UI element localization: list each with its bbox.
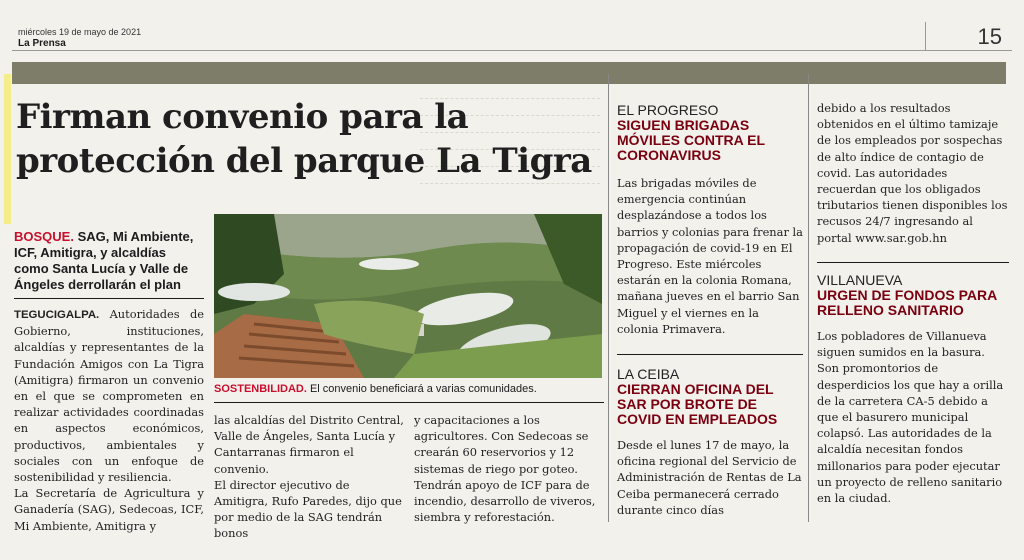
section-band: [12, 62, 1006, 84]
headline-line-1: Firman convenio para la: [16, 97, 469, 137]
header-divider: [925, 22, 926, 50]
page-number: 15: [977, 24, 1002, 49]
col1-paragraph-2: La Secretaría de Agricultura y Ganadería (SAG), Sedecoas, ICF, Mi Ambiente, Amitigra y: [14, 486, 204, 533]
landscape-photo: [214, 214, 602, 378]
col2-paragraph-1: las alcaldías del Distrito Central, Valle de Ángeles, Santa Lucía y Cantarranas firmaron el convenio.: [214, 413, 404, 476]
brief-villanueva: [817, 272, 1009, 506]
article-deck: [14, 229, 204, 293]
column-rule-1: [608, 74, 609, 522]
headline-line-2: protección del parque La Tigra: [16, 141, 592, 181]
article-column-3: [414, 412, 602, 525]
col2-paragraph-2: El director ejecutivo de Amitigra, Rufo Paredes, dijo que por medio de la SAG tendrán bonos: [214, 477, 402, 541]
highlighter-mark: [4, 74, 11, 224]
brief-2-body: Desde el lunes 17 de mayo, la oficina regional del Servicio de Administración de Rentas de La Ceiba permanecerá cerrado durante cinco días: [617, 438, 802, 517]
col1-paragraph-1: Autoridades de Gobierno, instituciones, alcaldías y representantes de la Fundación Amigos con La Tigra (Amitigra) firmaron un convenio en el que se comprometen en realizar actividades coordinadas en aspectos económicos, productivos, ambientales y sociales con un enfoque de sostenibilidad y resiliencia.: [14, 307, 205, 485]
brief-3-section: VILLANUEVA: [817, 272, 903, 288]
brief-2-title: CIERRAN OFICINA DEL SAR POR BROTE DE COVID EN EMPLEADOS: [617, 381, 778, 427]
article-photo: [214, 214, 602, 378]
caption-separator: [214, 402, 604, 403]
caption-text: El convenio beneficiará a varias comunidades.: [309, 383, 537, 395]
deck-separator: [14, 298, 204, 299]
brief-separator-2: [817, 262, 1009, 263]
article-column-1: [14, 306, 205, 533]
dateline: TEGUCIGALPA.: [14, 309, 100, 321]
brief-3-title: URGEN DE FONDOS PARA RELLENO SANITARIO: [817, 287, 997, 318]
brief-1-body: Las brigadas móviles de emergencia continúan desplazándose a todos los barrios y colonias para frenar la propagación de covid-19 en El Progreso. Este miércoles estarán en la colonia Romana, mañana jueves en el barrio San Miguel y el viernes en la colonia Primavera.: [617, 176, 803, 336]
deck-text: SAG, Mi Ambiente, ICF, Amitigra, y alcaldías como Santa Lucía y Valle de Ángeles derrollarán el plan: [14, 229, 194, 292]
caption-label: SOSTENBILIDAD.: [214, 383, 307, 395]
brief-la-ceiba: [617, 366, 803, 518]
photo-caption: [214, 383, 604, 395]
brief-separator-1: [617, 354, 803, 355]
brief-2-section: LA CEIBA: [617, 366, 680, 382]
brief-3-body: Los pobladores de Villanueva siguen sumidos en la basura. Son promontorios de desperdicios los que hay a orilla de la carretera CA-5 debido a que el basurero municipal colapsó. Las autoridades de la alcaldía necesitan fondos millonarios para poder ejecutar un proyecto de relleno sanitario en la ciudad.: [817, 329, 1004, 506]
deck-label: BOSQUE.: [14, 229, 74, 244]
headline: [16, 95, 616, 183]
brief-1-section: EL PROGRESO: [617, 102, 719, 118]
column-rule-2: [808, 74, 809, 522]
publication-name: La Prensa: [18, 38, 66, 49]
article-column-2: [214, 412, 404, 541]
brief-2-continuation: debido a los resultados obtenidos en el último tamizaje de los empleados por sospechas de alto índice de contagio de covid. Las autoridades recuerdan que los obligados tributarios tienen disponibles los recusos 24/7 ingresando al portal www.sar.gob.hn: [817, 101, 1008, 245]
brief-1-title: SIGUEN BRIGADAS MÓVILES CONTRA EL CORONAVIRUS: [617, 117, 765, 163]
col3-paragraph: y capacitaciones a los agricultores. Con Sedecoas se crearán 60 reservorios y 12 sistemas de riego por goteo. Tendrán apoyo de ICF para de incendio, desarrollo de viveros, siembra y reforestación.: [414, 413, 596, 525]
page-date: miércoles 19 de mayo de 2021: [18, 27, 142, 37]
brief-el-progreso: [617, 102, 803, 337]
header-rule: [12, 50, 1012, 51]
